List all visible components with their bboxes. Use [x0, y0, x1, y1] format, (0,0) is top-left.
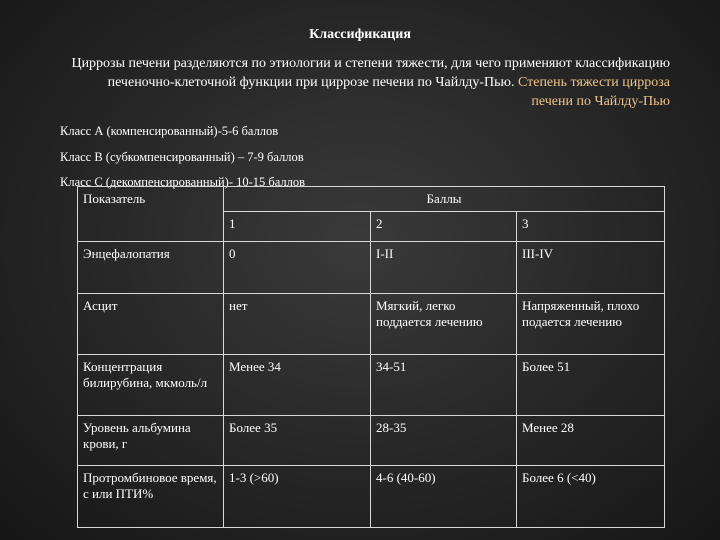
- row-score-3: Напряженный, плохо подается лечению: [517, 294, 665, 355]
- row-score-3: Более 51: [517, 355, 665, 416]
- slide-title: Классификация: [309, 27, 411, 42]
- intro-accent-text: Степень тяжести цирроза печени по Чайлду-Пью: [517, 75, 670, 109]
- row-score-2: I-II: [371, 242, 517, 294]
- intro-paragraph: [68, 54, 670, 111]
- level-1: 1: [224, 212, 371, 242]
- row-indicator: Протромбиновое время, с или ПТИ%: [78, 466, 224, 528]
- row-score-3: III-IV: [517, 242, 665, 294]
- class-c-line: Класс С (декомпенсированный)- 10-15 баллов: [60, 175, 306, 189]
- row-score-1: Более 35: [224, 416, 371, 466]
- table-row: [78, 416, 665, 466]
- child-pugh-table: [77, 186, 665, 528]
- row-score-1: нет: [224, 294, 371, 355]
- table-row: [78, 355, 665, 416]
- row-score-3: Менее 28: [517, 416, 665, 466]
- header-indicator: Показатель: [78, 187, 224, 242]
- row-score-3: Более 6 (<40): [517, 466, 665, 528]
- row-indicator: Асцит: [78, 294, 224, 355]
- table-row: [78, 466, 665, 528]
- table-row: [78, 242, 665, 294]
- intro-text: Циррозы печени разделяются по этиологии и степени тяжести, для чего применяют классификацию печеночно-клеточной функции при циррозе печени по Чайлду-Пью.: [71, 56, 670, 90]
- class-b-line: Класс В (субкомпенсированный) – 7-9 баллов: [60, 150, 304, 164]
- class-a-line: Класс А (компенсированный)-5-6 баллов: [60, 124, 279, 138]
- row-score-2: 4-6 (40-60): [371, 466, 517, 528]
- row-score-1: 0: [224, 242, 371, 294]
- row-score-2: Мягкий, легко поддается лечению: [371, 294, 517, 355]
- row-score-1: Менее 34: [224, 355, 371, 416]
- header-points: Баллы: [224, 187, 665, 212]
- level-3: 3: [517, 212, 665, 242]
- level-2: 2: [371, 212, 517, 242]
- table-header-row: [78, 187, 665, 212]
- table-row: [78, 294, 665, 355]
- row-indicator: Уровень альбумина крови, г: [78, 416, 224, 466]
- row-indicator: Концентрация билирубина, мкмоль/л: [78, 355, 224, 416]
- row-indicator: Энцефалопатия: [78, 242, 224, 294]
- row-score-2: 34-51: [371, 355, 517, 416]
- row-score-1: 1-3 (>60): [224, 466, 371, 528]
- row-score-2: 28-35: [371, 416, 517, 466]
